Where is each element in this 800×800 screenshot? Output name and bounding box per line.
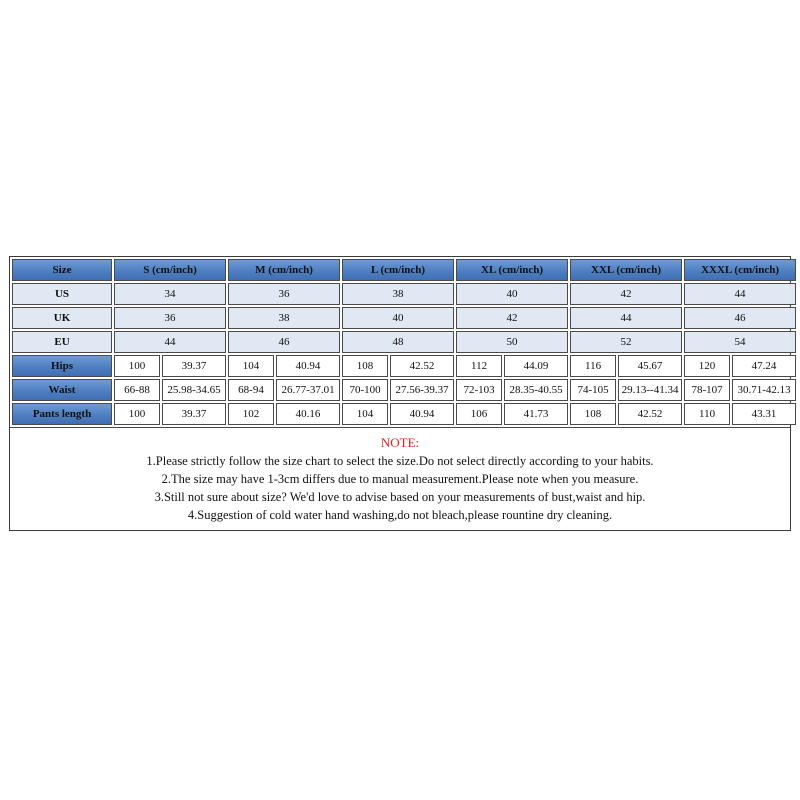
cell-value: 36 (228, 283, 340, 305)
notes-section (10, 427, 790, 530)
cell-value: 42 (570, 283, 682, 305)
cell-cm: 68-94 (228, 379, 274, 401)
row-label: UK (12, 307, 112, 329)
row-waist (12, 379, 796, 401)
cell-inch: 30.71-42.13 (732, 379, 796, 401)
cell-inch: 29.13--41.34 (618, 379, 682, 401)
cell-inch: 42.52 (390, 355, 454, 377)
cell-value: 42 (456, 307, 568, 329)
cell-value: 50 (456, 331, 568, 353)
cell-cm: 116 (570, 355, 616, 377)
header-xxxl: XXXL (cm/inch) (684, 259, 796, 281)
cell-value: 48 (342, 331, 454, 353)
cell-inch: 40.94 (390, 403, 454, 425)
row-eu (12, 331, 796, 353)
cell-cm: 102 (228, 403, 274, 425)
cell-value: 34 (114, 283, 226, 305)
cell-inch: 28.35-40.55 (504, 379, 568, 401)
cell-inch: 39.37 (162, 403, 226, 425)
note-title: NOTE: (380, 435, 420, 450)
note-line: 1.Please strictly follow the size chart to select the size.Do not select directly according to your habits. (146, 454, 654, 468)
header-m: M (cm/inch) (228, 259, 340, 281)
row-label: Hips (12, 355, 112, 377)
row-label: US (12, 283, 112, 305)
cell-inch: 45.67 (618, 355, 682, 377)
cell-inch: 40.94 (276, 355, 340, 377)
cell-value: 40 (456, 283, 568, 305)
cell-value: 44 (570, 307, 682, 329)
cell-cm: 120 (684, 355, 730, 377)
cell-cm: 104 (342, 403, 388, 425)
cell-inch: 40.16 (276, 403, 340, 425)
cell-value: 44 (114, 331, 226, 353)
cell-cm: 100 (114, 355, 160, 377)
size-table (10, 257, 798, 427)
cell-cm: 100 (114, 403, 160, 425)
cell-cm: 110 (684, 403, 730, 425)
cell-value: 52 (570, 331, 682, 353)
cell-value: 38 (228, 307, 340, 329)
header-xxl: XXL (cm/inch) (570, 259, 682, 281)
cell-cm: 104 (228, 355, 274, 377)
cell-cm: 112 (456, 355, 502, 377)
row-label: Pants length (12, 403, 112, 425)
header-row (12, 259, 796, 281)
row-uk (12, 307, 796, 329)
cell-value: 40 (342, 307, 454, 329)
row-hips (12, 355, 796, 377)
cell-inch: 43.31 (732, 403, 796, 425)
cell-value: 38 (342, 283, 454, 305)
note-line: 4.Suggestion of cold water hand washing,do not bleach,please rountine dry cleaning. (187, 508, 613, 522)
cell-cm: 72-103 (456, 379, 502, 401)
cell-inch: 44.09 (504, 355, 568, 377)
cell-value: 46 (684, 307, 796, 329)
cell-cm: 108 (570, 403, 616, 425)
cell-value: 44 (684, 283, 796, 305)
cell-cm: 66-88 (114, 379, 160, 401)
header-size: Size (12, 259, 112, 281)
cell-cm: 106 (456, 403, 502, 425)
row-label: EU (12, 331, 112, 353)
cell-inch: 47.24 (732, 355, 796, 377)
cell-cm: 108 (342, 355, 388, 377)
cell-inch: 25.98-34.65 (162, 379, 226, 401)
cell-cm: 70-100 (342, 379, 388, 401)
note-line: 2.The size may have 1-3cm differs due to manual measurement.Please note when you measure. (161, 472, 639, 486)
cell-cm: 78-107 (684, 379, 730, 401)
cell-inch: 26.77-37.01 (276, 379, 340, 401)
header-s: S (cm/inch) (114, 259, 226, 281)
cell-inch: 42.52 (618, 403, 682, 425)
cell-value: 46 (228, 331, 340, 353)
size-chart (9, 256, 791, 531)
header-l: L (cm/inch) (342, 259, 454, 281)
row-label: Waist (12, 379, 112, 401)
cell-value: 54 (684, 331, 796, 353)
row-pants-length (12, 403, 796, 425)
cell-inch: 39.37 (162, 355, 226, 377)
note-line: 3.Still not sure about size? We'd love to advise based on your measurements of bust,waist and hip. (154, 490, 646, 504)
cell-inch: 27.56-39.37 (390, 379, 454, 401)
cell-cm: 74-105 (570, 379, 616, 401)
row-us (12, 283, 796, 305)
cell-value: 36 (114, 307, 226, 329)
cell-inch: 41.73 (504, 403, 568, 425)
header-xl: XL (cm/inch) (456, 259, 568, 281)
